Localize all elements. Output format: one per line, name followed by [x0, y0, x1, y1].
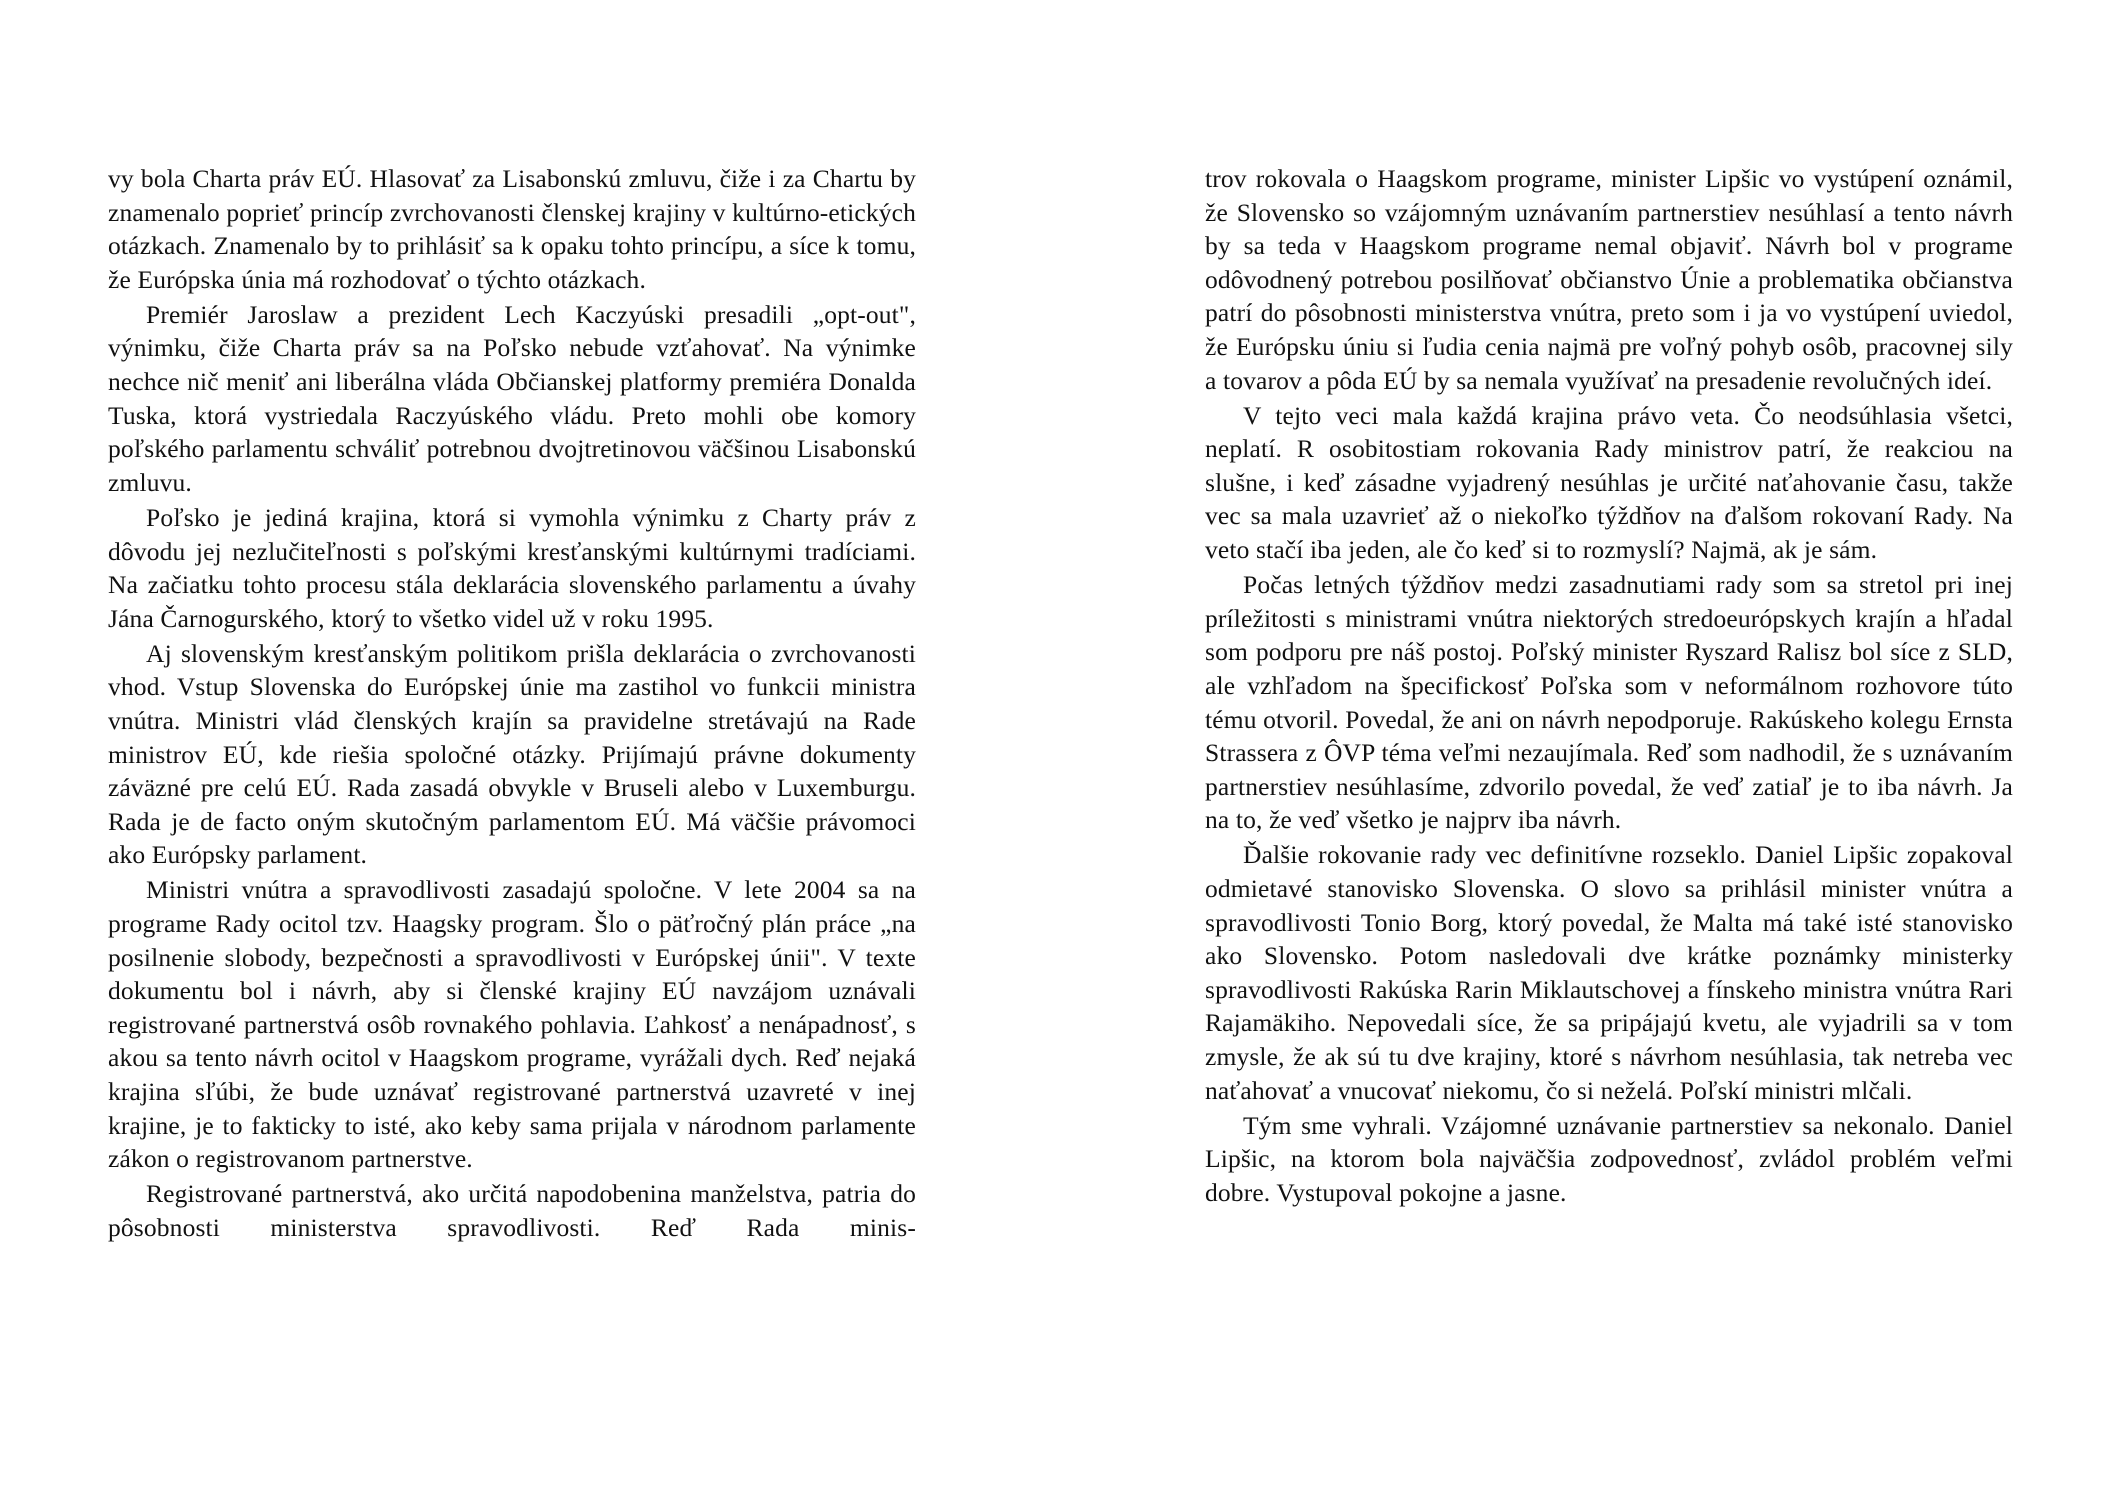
paragraph-next-council-session: Ďalšie rokovanie rady vec definitívne rozseklo. Daniel Lipšic zopakoval odmietavé stanovisko Slovenska. O slovo sa prihlásil minister vnútra a spravodlivosti Tonio Borg, ktorý povedal, že Malta má také isté stanovisko ako Slovensko. Potom nasledovali dve krátke poznámky ministerky spravodlivosti Rakúska Rarin Miklautschovej a fínskeho ministra vnútra Rari Rajamäkiho. Nepovedali síce, že sa pripájajú kvetu, ale vyjadrili sa v tom zmysle, že ak sú tu dve krajiny, ktoré s návrhom nesúhlasia, tak netreba vec naťahovať a vnucovať niekomu, čo si neželá. Poľskí ministri mlčali.	[1205, 840, 2013, 1105]
paragraph-registered-partnerships: Registrované partnerstvá, ako určitá napodobenina manželstva, patria do pôsobnosti ministerstva spravodlivosti. Reď Rada minis-	[108, 1179, 916, 1242]
paragraph-poland-opt-out: Premiér Jaroslaw a prezident Lech Kaczyúski presadili „opt-out", výnimku, čiže Charta práv sa na Poľsko nebude vzťahovať. Na výnimke nechce nič meniť ani liberálna vláda Občianskej platformy premiéra Donalda Tuska, ktorá vystriedala Raczyúského vládu. Preto mohli obe komory poľského parlamentu schváliť potrebnou dvojtretinovou väčšinou Lisabonskú zmluvu.	[108, 299, 916, 497]
paragraph-charter-sovereignty: vy bola Charta práv EÚ. Hlasovať za Lisabonskú zmluvu, čiže i za Chartu by znamenalo poprieť princíp zvrchovanosti členskej krajiny v kultúrno-etických otázkach. Znamenalo by to prihlásiť sa k opaku tohto princípu, a síce k tomu, že Európska únia má rozhodovať o týchto otázkach.	[108, 164, 916, 294]
paragraph-veto-right: V tejto veci mala každá krajina právo veta. Čo neodsúhlasia všetci, neplatí. R osobitostiam rokovania Rady ministrov patrí, že reakciou na slušne, i keď zásadne vyjadrený nesúhlas je určité naťahovanie času, takže vec sa mala uzavrieť až o niekoľko týždňov na ďalšom rokovaní Rady. Na veto stačí iba jeden, ale čo keď si to rozmyslí? Najmä, ak je sám.	[1205, 400, 2013, 565]
paragraph-victory: Tým sme vyhrali. Vzájomné uznávanie partnerstiev sa nekonalo. Daniel Lipšic, na ktorom bola najväčšia zodpovednosť, zvládol problém veľmi dobre. Vystupoval pokojne a jasne.	[1205, 1110, 2013, 1207]
right-page-column	[1205, 162, 2013, 1211]
left-page-column	[108, 162, 916, 1246]
paragraph-lipsic-statement: trov rokovala o Haagskom programe, minister Lipšic vo vystúpení oznámil, že Slovensko so vzájomným uznávaním partnerstiev nesúhlasí a tento návrh by sa teda v Haagskom programe nemal objaviť. Návrh bol v programe odôvodnený potrebou posilňovať občianstvo Únie a problematika občianstva patrí do pôsobnosti ministerstva vnútra, preto som i ja vo vystúpení uviedol, že Európsku úniu si ľudia cenia najmä pre voľný pohyb osôb, pracovnej sily a tovarov a pôda EÚ by sa nemala využívať na presadenie revolučných ideí.	[1205, 164, 2013, 395]
paragraph-summer-meetings: Počas letných týždňov medzi zasadnutiami rady som sa stretol pri inej príležitosti s ministrami vnútra niektorých stredoeurópskych krajín a hľadal som podporu pre náš postoj. Poľský minister Ryszard Ralisz bol síce z SLD, ale vzhľadom na špecifickosť Poľska som v neformálnom rozhovore túto tému otvoril. Povedal, že ani on návrh nepodporuje. Rakúskeho kolegu Ernsta Strassera z ÔVP téma veľmi nezaujímala. Reď som nadhodil, že s uznávaním partnerstiev nesúhlasíme, zdvorilo povedal, že veď zatiaľ je to iba návrh. Ja na to, že veď všetko je najprv iba návrh.	[1205, 570, 2013, 835]
paragraph-poland-exception: Poľsko je jediná krajina, ktorá si vymohla výnimku z Charty práv z dôvodu jej nezlučiteľnosti s poľskými kresťanskými kultúrnymi tradíciami. Na začiatku tohto procesu stála deklarácia slovenského parlamentu a úvahy Jána Čarnogurského, ktorý to všetko videl už v roku 1995.	[108, 502, 916, 633]
paragraph-hague-program: Ministri vnútra a spravodlivosti zasadajú spoločne. V lete 2004 sa na programe Rady ocitol tzv. Haagsky program. Šlo o päťročný plán práce „na posilnenie slobody, bezpečnosti a spravodlivosti v Európskej únii". V texte dokumentu bol i návrh, aby si členské krajiny EÚ navzájom uznávali registrované partnerstvá osôb rovnakého pohlavia. Ľahkosť a nenápadnosť, s akou sa tento návrh ocitol v Haagskom programe, vyrážali dych. Reď nejaká krajina sľúbi, že bude uznávať registrované partnerstvá uzavreté v inej krajine, je to fakticky to isté, ako keby sama prijala v národnom parlamente zákon o registrovanom partnerstve.	[108, 875, 916, 1174]
paragraph-eu-council: Aj slovenským kresťanským politikom prišla deklarácia o zvrchovanosti vhod. Vstup Slovenska do Európskej únie ma zastihol vo funkcii ministra vnútra. Ministri vlád členských krajín sa pravidelne stretávajú na Rade ministrov EÚ, kde riešia spoločné otázky. Prijímajú právne dokumenty záväzné pre celú EÚ. Rada zasadá obvykle v Bruseli alebo v Luxemburgu. Rada je de facto oným skutočným parlamentom EÚ. Má väčšie právomoci ako Európsky parlament.	[108, 638, 916, 870]
